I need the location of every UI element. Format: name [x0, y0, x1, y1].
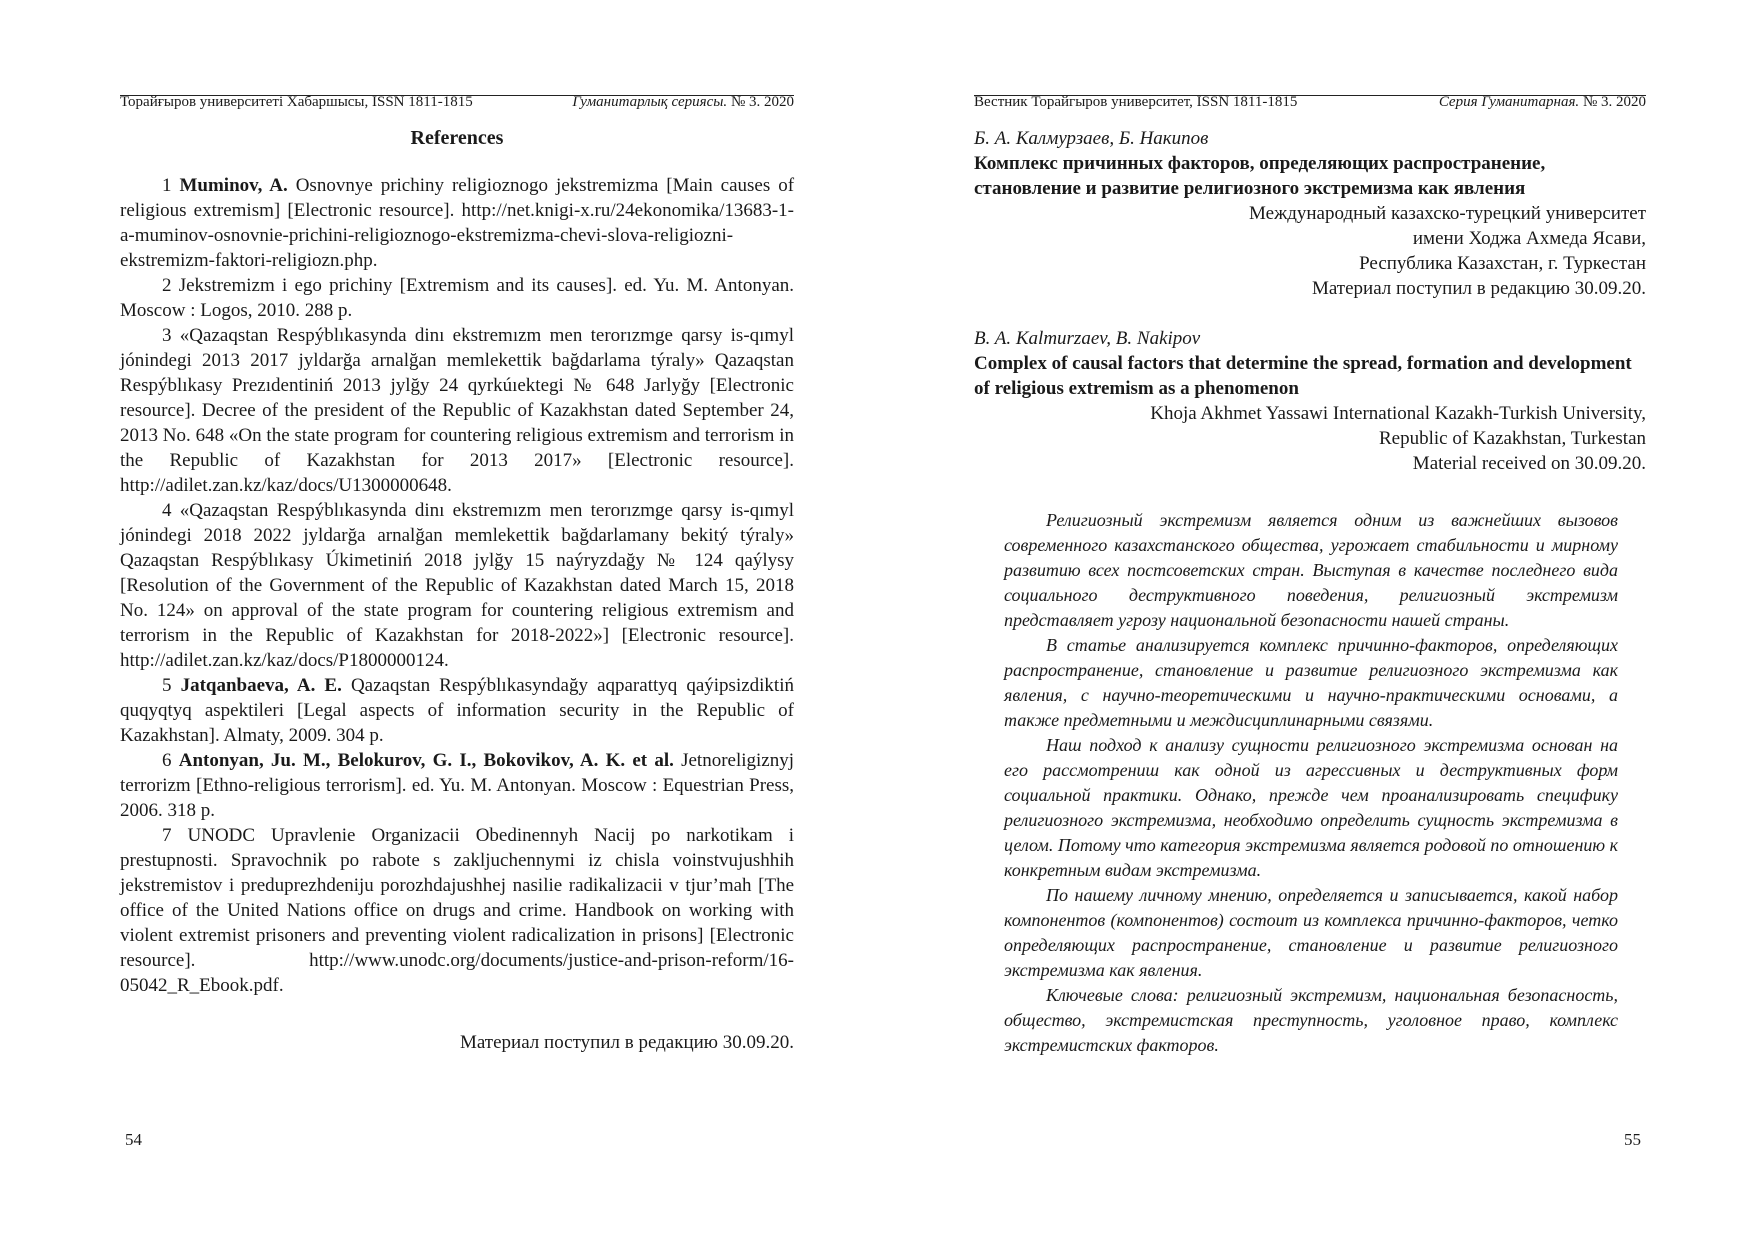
reference-text: «Qazaqstan Respýblıkasynda dinı ekstremızm men terorızmge qarsy is-qımyl jónindegі 2013 2017 jyldarğa arnalğan memlekettik bağdarlama týraly» Qazaqstan Respýblıkasy Prezıdentiniń 2013 jylğy 24 qyrkúıektegі № 648 Jarlyğy [Electronic resource]. Decree of the president of the Republic of Kazakhstan dated September 24, 2013 No. 648 «On the state program for countering religious extremism and terrorism in the Republic of Kazakhstan for 2013 2017» [Electronic resource]. http://adilet.zan.kz/kaz/docs/U1300000648.: [120, 325, 794, 496]
journal-name: Торайғыров университетi Хабаршысы, ISSN 1811-1815: [120, 94, 473, 110]
series-issue: [572, 92, 794, 112]
authors-ru: Б. А. Калмурзаев, Б. Накипов: [974, 128, 1209, 149]
reference-text: Jekstremizm i ego prichiny [Extremism and its causes]. ed. Yu. M. Antonyan. Moscow : Logos, 2010. 288 p.: [120, 275, 795, 321]
reference-item: [120, 823, 794, 998]
left-page: [0, 0, 874, 1241]
series-issue: [1439, 92, 1646, 112]
references-heading: References: [410, 127, 504, 149]
running-head-left: [120, 92, 794, 110]
reference-number: 6: [162, 750, 172, 771]
affiliation-ru-line: имени Ходжа Ахмеда Ясави,: [1412, 228, 1646, 249]
received-note: Материал поступил в редакцию 30.09.20.: [459, 1032, 794, 1053]
reference-text: Qazaqstan Respýblıkasyndağy aqparattyq qaýipsizdiktiń quqyqtyq aspektileri [Legal aspects of information security in the Republic of Kazakhstan]. Almaty, 2009. 304 p.: [120, 675, 794, 746]
affiliation-en-line: Republic of Kazakhstan, Turkestan: [1378, 428, 1646, 449]
affiliation-ru-line: Республика Казахстан, г. Туркестан: [1359, 253, 1646, 274]
title-en: Complex of causal factors that determine the spread, formation and development of religious extremism as a phenomenon: [974, 353, 1632, 399]
reference-list: [120, 173, 794, 998]
series-name: Гуманитарлық сериясы.: [572, 94, 728, 110]
page-number: 54: [125, 1130, 142, 1149]
article-column: [974, 126, 1646, 1058]
reference-item: [120, 323, 794, 498]
right-page: [874, 0, 1749, 1241]
reference-number: 7: [162, 825, 172, 846]
references-column: [120, 126, 794, 1055]
abstract-paragraph: Религиозный экстремизм является одним из важнейших вызовов современного казахстанского общества, угрожает стабильности и мирному развитию всех постсоветских стран. Выступая в качестве последнего вида социального деструктивного поведения, религиозный экстремизм представляет угрозу национальной безопасности нашей страны.: [1004, 510, 1618, 630]
received-ru: Материал поступил в редакцию 30.09.20.: [1311, 278, 1646, 299]
reference-author: Antonyan, Ju. M., Belokurov, G. I., Bokovikov, A. K. et al.: [178, 750, 674, 771]
affiliation-en-line: Khoja Akhmet Yassawi International Kazakh-Turkish University,: [1150, 403, 1646, 424]
reference-item: [120, 673, 794, 748]
reference-author: Jatqanbaeva, A. E.: [180, 675, 342, 696]
title-ru: Комплекс причинных факторов, определяющих распространение, становление и развитие религиозного экстремизма как явления: [974, 153, 1546, 199]
page-number: 55: [1624, 1130, 1641, 1149]
reference-author: Muminov, A.: [179, 175, 288, 196]
reference-item: [120, 273, 794, 323]
reference-item: [120, 498, 794, 673]
reference-text: UNODC Upravlenie Organizacii Obedinennyh Nacij po narkotikam i prestupnosti. Spravochnik po rabote s zakljuchennymi iz chisla voinstvujushhih jekstremistov i preduprezhdeniju porozhdajushhej nasilie radikalizacii v tjur’mah [The office of the United Nations office on drugs and crime. Handbook on working with violent extremist prisoners and preventing violent radicalization in prisons] [Electronic resource]. http://www.unodc.org/documents/justice-and-prison-reform/16-05042_R_Ebook.pdf.: [120, 825, 795, 996]
reference-number: 1: [162, 175, 172, 196]
authors-en: B. A. Kalmurzaev, B. Nakipov: [974, 328, 1201, 349]
reference-item: [120, 748, 794, 823]
affiliation-ru-line: Международный казахско-турецкий университет: [1249, 203, 1646, 224]
journal-name: Вестник Торайгыров университет, ISSN 1811-1815: [974, 94, 1298, 110]
keywords-label: Ключевые слова:: [1046, 985, 1179, 1005]
reference-number: 4: [162, 500, 172, 521]
received-en: Material received on 30.09.20.: [1412, 453, 1646, 474]
running-head-right: [974, 92, 1646, 110]
abstract: [1004, 508, 1618, 1058]
reference-text: Jetnoreligiznyj terrorizm [Ethno-religious terrorism]. ed. Yu. M. Antonyan. Moscow : Equestrian Press, 2006. 318 p.: [120, 750, 795, 821]
abstract-paragraph: По нашему личному мнению, определяется и записывается, какой набор компонентов (компонентов) состоит из комплекса причинно-факторов, четко определяющих распространение, становление и развитие религиозного экстремизма как явления.: [1004, 885, 1618, 980]
reference-item: [120, 173, 794, 273]
abstract-paragraph: Наш подход к анализу сущности религиозного экстремизма основан на его рассмотрениш как одной из агрессивных и деструктивных форм социальной практики. Однако, прежде чем проанализировать специфику религиозного экстремизма, необходимо определить сущность экстремизма в целом. Потому что категория экстремизма является родовой по отношению к конкретным видам экстремизма.: [1004, 735, 1618, 880]
series-name: Серия Гуманитарная.: [1438, 94, 1580, 110]
reference-text: Osnovnye prichiny religioznogo jekstremizma [Main causes of religious extremism] [Electronic resource]. http://net.knigi-x.ru/24ekonomika/13683-1-a-muminov-osnovnie-prichini-religioznogo-ekstremizma-chevi-slova-religiozni-ekstremizm-faktori-religiozn.php.: [120, 175, 795, 271]
issue-number: № 3. 2020: [1582, 94, 1646, 110]
reference-number: 5: [162, 675, 172, 696]
issue-number: № 3. 2020: [730, 94, 794, 110]
reference-number: 3: [162, 325, 172, 346]
reference-number: 2: [162, 275, 172, 296]
abstract-paragraph: В статье анализируется комплекс причинно-факторов, определяющих распространение, становление и развитие религиозного экстремизма как явления, с научно-теоретическими и научно-практическими основами, а также предметными и междисциплинарными связями.: [1004, 635, 1618, 730]
keywords: [1004, 983, 1618, 1058]
reference-text: «Qazaqstan Respýblıkasynda dinı ekstremızm men terorızmge qarsy is-qımyl jónindegі 2018 2022 jyldarğa arnalğan memlekettik bağdarlamany bekitý týraly» Qazaqstan Respýblıkasy Úkimetiniń 2018 jylğy 15 naýryzdağy № 124 qaýlysy [Resolution of the Government of the Republic of Kazakhstan dated March 15, 2018 No. 124» on approval of the state program for countering religious extremism and terrorism in the Republic of Kazakhstan for 2018-2022»] [Electronic resource]. http://adilet.zan.kz/kaz/docs/P1800000124.: [120, 500, 794, 671]
keywords-text: религиозный экстремизм, национальная безопасность, общество, экстремистская преступность, уголовное право, комплекс экстремистских факторов.: [1004, 985, 1618, 1055]
